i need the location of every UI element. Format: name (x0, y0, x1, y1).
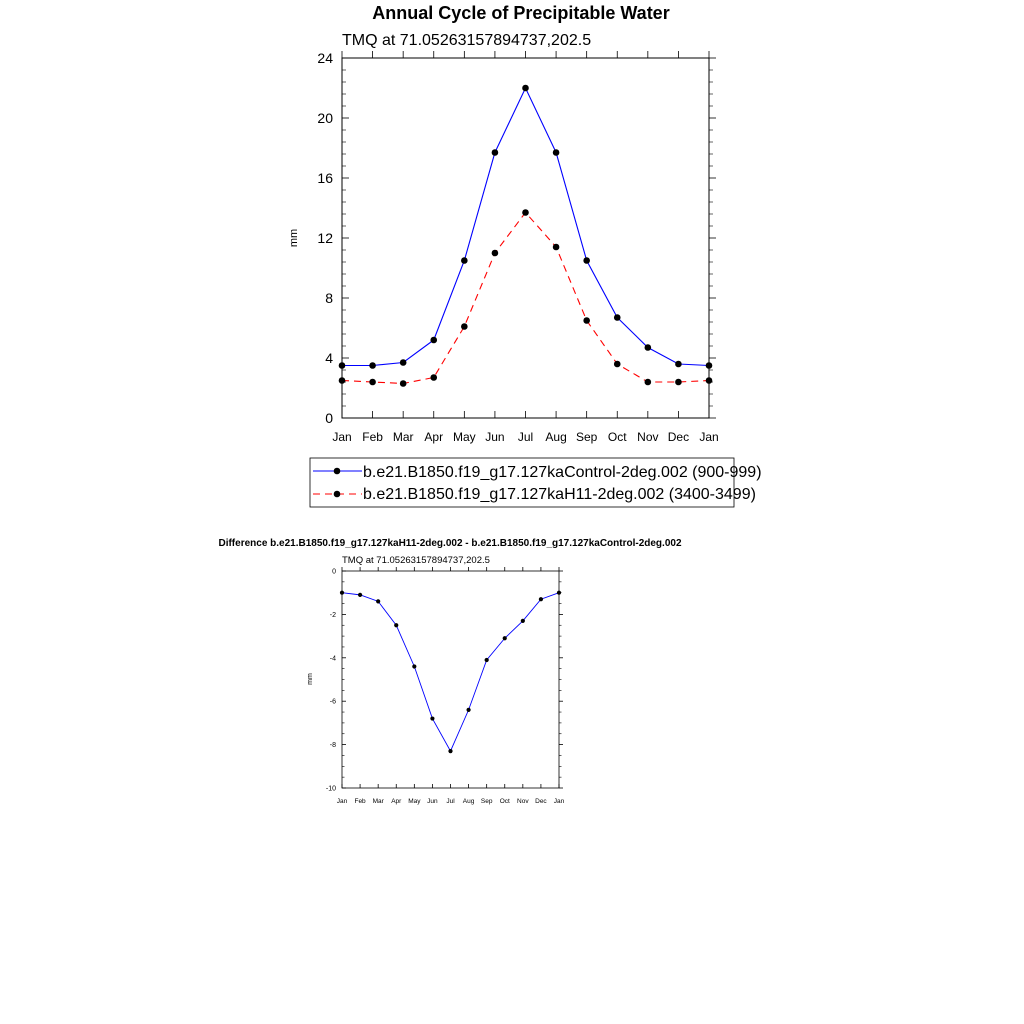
diff-series-0-point (521, 619, 525, 623)
main-x-tick-label: Jul (517, 430, 534, 444)
main-y-tick-label: 12 (317, 229, 333, 246)
main-series-1-point (614, 361, 621, 368)
main-x-tick-label: Dec (667, 430, 690, 444)
main-series-0-point (706, 362, 713, 369)
diff-x-tick-label: Jul (446, 798, 455, 805)
difference-y-axis-label: mm (307, 673, 314, 685)
diff-x-tick-label: Oct (499, 798, 510, 805)
diff-series-0-point (394, 623, 398, 627)
chart-title: Annual Cycle of Precipitable Water (372, 3, 670, 23)
main-series-0-point (522, 85, 529, 92)
main-x-tick-label: Mar (392, 430, 414, 444)
diff-y-tick-label: -6 (329, 698, 336, 706)
diff-x-tick-label: Mar (372, 798, 384, 805)
diff-y-tick-label: -2 (329, 611, 336, 619)
diff-y-tick-label: -10 (325, 785, 336, 793)
main-series-0-point (614, 314, 621, 321)
main-series-1-point (522, 209, 529, 216)
main-x-tick-label: Feb (362, 430, 383, 444)
legend-marker-h11 (334, 491, 341, 498)
diff-x-tick-label: Feb (354, 798, 366, 805)
main-series-1-point (430, 374, 437, 381)
main-x-tick-label: Oct (607, 430, 627, 444)
main-x-tick-label: Aug (545, 430, 567, 444)
difference-chart (218, 538, 681, 805)
diff-series-0-point (448, 749, 452, 753)
diff-x-tick-label: Jan (553, 798, 565, 805)
main-series-1-point (369, 379, 376, 386)
difference-plot-frame (342, 571, 559, 788)
diff-y-tick-label: -8 (329, 742, 336, 750)
diff-x-tick-label: Nov (517, 798, 529, 805)
diff-x-tick-label: Sep (480, 798, 493, 805)
main-x-tick-label: May (452, 430, 476, 444)
main-series-0-point (645, 344, 652, 351)
diff-series-0-point (430, 716, 434, 720)
diff-series-0-point (466, 708, 470, 712)
difference-chart-subtitle: TMQ at 71.05263157894737,202.5 (342, 555, 490, 566)
main-series-0-point (461, 257, 468, 264)
main-series-0-point (369, 362, 376, 369)
main-y-tick-label: 20 (317, 109, 333, 126)
main-series-1-point (400, 380, 407, 387)
diff-x-tick-label: Apr (391, 798, 402, 805)
main-x-tick-label: Nov (637, 430, 659, 444)
main-series-0-point (339, 362, 346, 369)
difference-chart-title: Difference b.e21.B1850.f19_g17.127kaH11-2deg.002 - b.e21.B1850.f19_g17.127kaControl-2deg.002 (218, 538, 682, 549)
main-series-1-point (492, 250, 499, 257)
main-y-tick-label: 24 (317, 49, 333, 66)
main-series-0-point (400, 359, 407, 366)
main-chart (288, 3, 762, 507)
main-series-0-point (430, 337, 437, 344)
main-x-tick-label: Jan (699, 430, 719, 444)
main-series-1-point (706, 377, 713, 384)
diff-series-0-point (412, 664, 416, 668)
diff-series-0-point (358, 593, 362, 597)
diff-series-line-0 (342, 593, 559, 751)
diff-y-tick-label: 0 (332, 568, 336, 576)
main-y-tick-label: 0 (325, 409, 333, 426)
plot-frame (342, 58, 709, 418)
diff-series-0-point (340, 591, 344, 595)
main-series-1-point (461, 323, 468, 330)
diff-series-0-point (503, 636, 507, 640)
main-series-1-point (675, 379, 682, 386)
main-series-0-point (583, 257, 590, 264)
main-y-tick-label: 8 (325, 289, 333, 306)
main-series-line-0 (342, 88, 709, 366)
diff-series-0-point (557, 591, 561, 595)
diff-x-tick-label: Jan (336, 798, 348, 805)
main-series-0-point (553, 149, 560, 156)
main-series-line-1 (342, 213, 709, 384)
chart-subtitle: TMQ at 71.05263157894737,202.5 (342, 32, 592, 49)
legend-marker-control (334, 468, 341, 475)
y-axis-label: mm (288, 228, 300, 248)
main-series-1-point (583, 317, 590, 324)
main-series-0-point (492, 149, 499, 156)
diff-x-tick-label: Jun (427, 798, 438, 805)
main-y-tick-label: 16 (317, 169, 333, 186)
main-x-tick-label: Apr (424, 430, 444, 444)
diff-series-0-point (485, 658, 489, 662)
main-x-tick-label: Jan (332, 430, 352, 444)
diff-series-0-point (539, 597, 543, 601)
main-y-tick-label: 4 (325, 349, 333, 366)
main-x-tick-label: Sep (575, 430, 598, 444)
legend-label-control: b.e21.B1850.f19_g17.127kaControl-2deg.002 (900-999) (363, 464, 762, 481)
legend-label-h11: b.e21.B1850.f19_g17.127kaH11-2deg.002 (3400-3499) (363, 486, 756, 503)
main-series-1-point (645, 379, 652, 386)
diff-y-tick-label: -4 (329, 655, 336, 663)
main-series-0-point (675, 361, 682, 368)
main-series-1-point (553, 244, 560, 251)
main-series-1-point (339, 377, 346, 384)
main-x-tick-label: Jun (485, 430, 505, 444)
diff-series-0-point (376, 599, 380, 603)
diff-x-tick-label: Aug (462, 798, 475, 805)
diff-x-tick-label: Dec (535, 798, 547, 805)
diff-x-tick-label: May (408, 798, 421, 805)
